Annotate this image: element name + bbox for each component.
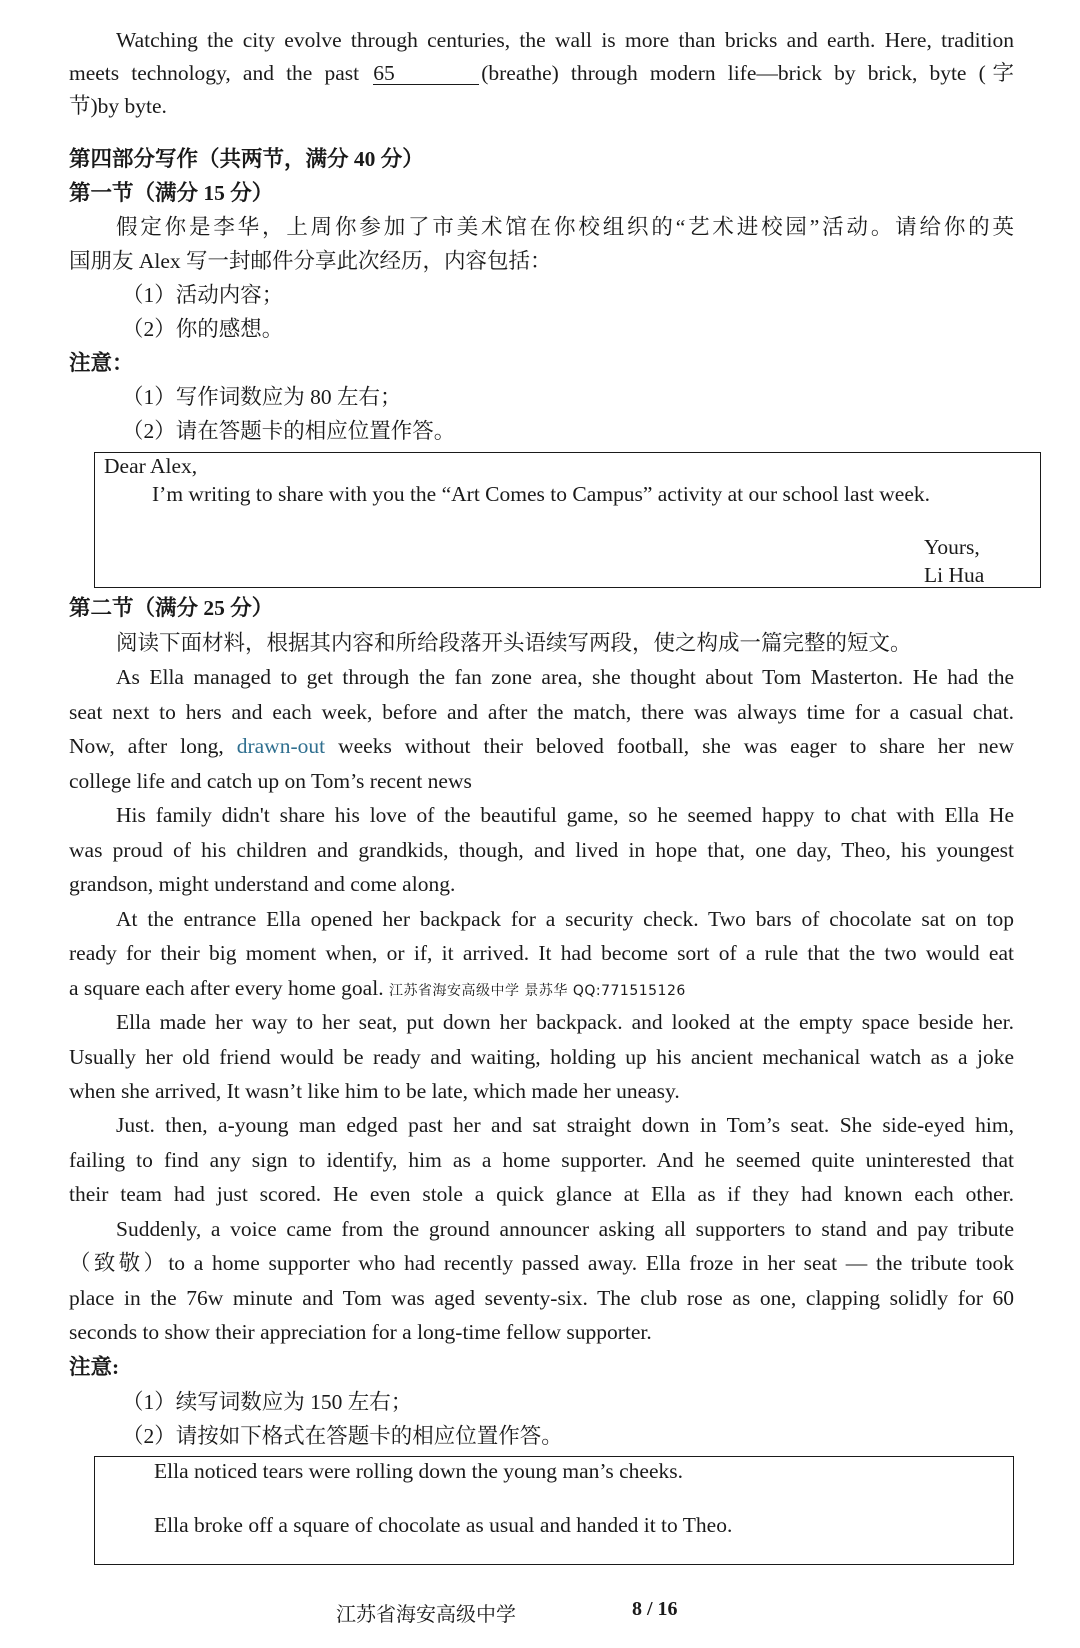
continuation-box-line-2: Ella broke off a square of chocolate as usual and handed it to Theo. bbox=[154, 1513, 733, 1537]
story-p1-line-3-start: Now, after long, bbox=[69, 734, 224, 758]
section1-prompt-line-2: 国朋友 Alex 写一封邮件分享此次经历，内容包括： bbox=[69, 249, 552, 273]
story-p6-line-1: Suddenly, a voice came from the ground announcer asking all supporters to stand and pay tribute bbox=[116, 1217, 1014, 1241]
section2-note-title: 注意: bbox=[69, 1355, 120, 1379]
story-p3-line-3 bbox=[69, 971, 1014, 1008]
footer-school-name: 江苏省海安高级中学 bbox=[336, 1604, 516, 1626]
story-p4-line-3: when she arrived, It wasn’t like him to be late, which made her uneasy. bbox=[69, 1079, 680, 1103]
story-p5-line-3: their team had just scored. He even stole a quick glance at Ella as if they had known each other. bbox=[69, 1182, 1014, 1206]
letter-signature: Li Hua bbox=[924, 563, 985, 587]
story-p2-line-2: was proud of his children and grandkids, though, and lived in hope that, one day, Theo, his youngest bbox=[69, 838, 1014, 862]
top-paragraph-line-3: 节)by byte. bbox=[69, 94, 167, 118]
story-p1-line-1: As Ella managed to get through the fan zone area, she thought about Tom Masterton. He had the bbox=[116, 665, 1014, 689]
story-p6-line-2: （致敬）to a home supporter who had recently passed away. Ella froze in her seat — the tribute took bbox=[69, 1251, 1014, 1275]
story-p4-line-1: Ella made her way to her seat, put down her backpack. and looked at the empty space beside her. bbox=[116, 1010, 1014, 1034]
story-p4-line-2: Usually her old friend would be ready and waiting, holding up his ancient mechanical watch as a joke bbox=[69, 1045, 1014, 1069]
watermark-text: 江苏省海安高级中学 景苏华 QQ:771515126 bbox=[388, 983, 686, 999]
section1-note-title: 注意： bbox=[69, 351, 134, 375]
blank-65: 65 bbox=[373, 62, 479, 85]
letter-greeting: Dear Alex, bbox=[104, 454, 198, 478]
continuation-box-line-1: Ella noticed tears were rolling down the young man’s cheeks. bbox=[154, 1459, 683, 1483]
drawn-out-link[interactable]: drawn-out bbox=[236, 734, 326, 758]
letter-closing: Yours, bbox=[924, 535, 980, 559]
story-p5-line-2: failing to find any sign to identify, him as a home supporter. And he seemed quite uninterested that bbox=[69, 1148, 1014, 1172]
story-p1-line-3-end: weeks without their beloved football, she was eager to share her new bbox=[338, 734, 1015, 758]
letter-opening: I’m writing to share with you the “Art Comes to Campus” activity at our school last week. bbox=[152, 482, 931, 506]
story-p1-line-2: seat next to hers and each week, before and after the match, there was always time for a casual chat. bbox=[69, 700, 1014, 724]
section2-instruction: 阅读下面材料，根据其内容和所给段落开头语续写两段，使之构成一篇完整的短文。 bbox=[116, 631, 912, 655]
section2-title: 第二节（满分 25 分） bbox=[69, 596, 274, 620]
story-p1-line-3 bbox=[69, 729, 1014, 763]
story-p2-line-1: His family didn't share his love of the beautiful game, so he seemed happy to chat with Ella He bbox=[116, 803, 1014, 827]
section1-prompt-line-1: 假定你是李华，上周你参加了市美术馆在你校组织的“艺术进校园”活动。请给你的英 bbox=[116, 215, 1014, 239]
story-p6-line-3: place in the 76w minute and Tom was aged seventy-six. The club rose as one, clapping solidly for 60 bbox=[69, 1286, 1014, 1310]
section2-note-1: （1）续写词数应为 150 左右； bbox=[122, 1390, 413, 1414]
top-paragraph-line-2 bbox=[69, 56, 1014, 90]
section1-note-1: （1）写作词数应为 80 左右； bbox=[122, 385, 402, 409]
section2-note-2: （2）请按如下格式在答题卡的相应位置作答。 bbox=[122, 1424, 563, 1448]
top-line-2-start: meets technology, and the past bbox=[69, 61, 360, 85]
story-p5-line-1: Just. then, a-young man edged past her and sat straight down in Tom’s seat. She side-eyed him, bbox=[116, 1113, 1014, 1137]
story-p1-line-4: college life and catch up on Tom’s recent news bbox=[69, 769, 472, 793]
top-line-2-end: (breathe) through modern life—brick by brick, byte (字 bbox=[481, 61, 1014, 85]
story-p3-line-2: ready for their big moment when, or if, it arrived. It had become sort of a rule that the two would eat bbox=[69, 941, 1014, 965]
section1-requirement-2: （2）你的感想。 bbox=[122, 317, 284, 341]
page-number: 8 / 16 bbox=[632, 1598, 678, 1620]
part4-title: 第四部分写作（共两节，满分 40 分） bbox=[69, 147, 424, 171]
section1-note-2: （2）请在答题卡的相应位置作答。 bbox=[122, 419, 456, 443]
section1-requirement-1: （1）活动内容； bbox=[122, 283, 284, 307]
story-p3-line-3-text: a square each after every home goal. bbox=[69, 976, 384, 1000]
story-p6-line-4: seconds to show their appreciation for a long-time fellow supporter. bbox=[69, 1320, 652, 1344]
section1-title: 第一节（满分 15 分） bbox=[69, 181, 274, 205]
story-p2-line-3: grandson, might understand and come along. bbox=[69, 872, 456, 896]
story-p3-line-1: At the entrance Ella opened her backpack for a security check. Two bars of chocolate sat on top bbox=[116, 907, 1014, 931]
top-paragraph-line-1: Watching the city evolve through centuries, the wall is more than bricks and earth. Here, tradition bbox=[116, 28, 1014, 52]
